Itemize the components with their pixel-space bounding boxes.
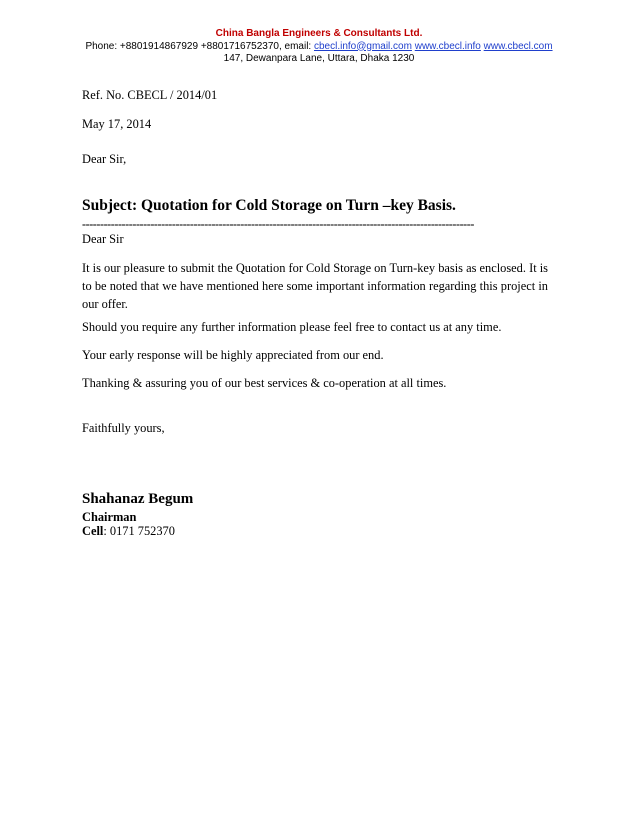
signatory-title: Chairman: [82, 510, 137, 524]
website-link-com[interactable]: www.cbecl.com: [483, 40, 553, 52]
closing: Faithfully yours,: [82, 421, 165, 435]
reference-number: Ref. No. CBECL / 2014/01: [82, 88, 218, 102]
paragraph-intro: It is our pleasure to submit the Quotation for Cold Storage on Turn-key basis as enclosed. It is to be noted that we have mentioned here some important information regarding this project in our offer.: [82, 261, 548, 311]
greeting: Dear Sir: [82, 232, 124, 246]
subject-line: Subject: Quotation for Cold Storage on Turn –key Basis.: [82, 197, 456, 214]
salutation: Dear Sir,: [82, 152, 127, 166]
phone-numbers: Phone: +8801914867929 +8801716752370, email:: [85, 40, 314, 52]
paragraph-thanks: Thanking & assuring you of our best services & co-operation at all times.: [82, 376, 447, 390]
letterhead: [0, 28, 638, 66]
letter-date: May 17, 2014: [82, 117, 152, 131]
email-link[interactable]: cbecl.info@gmail.com: [313, 40, 412, 52]
signatory-name: Shahanaz Begum: [82, 491, 194, 507]
website-link-info[interactable]: www.cbecl.info: [414, 40, 481, 52]
cell-label: Cell: [82, 524, 104, 538]
paragraph-response: Your early response will be highly appreciated from our end.: [82, 348, 384, 362]
signatory-cell: [82, 524, 175, 539]
company-name: China Bangla Engineers & Consultants Ltd.: [215, 28, 423, 39]
paragraph-contact: Should you require any further information please feel free to contact us at any time.: [82, 320, 502, 334]
company-address: 147, Dewanpara Lane, Uttara, Dhaka 1230: [223, 53, 415, 64]
contact-line: [0, 41, 638, 54]
divider-line: -------------------------------------------------------------------------------------------------------------: [82, 219, 474, 229]
cell-number: : 0171 752370: [103, 524, 175, 538]
